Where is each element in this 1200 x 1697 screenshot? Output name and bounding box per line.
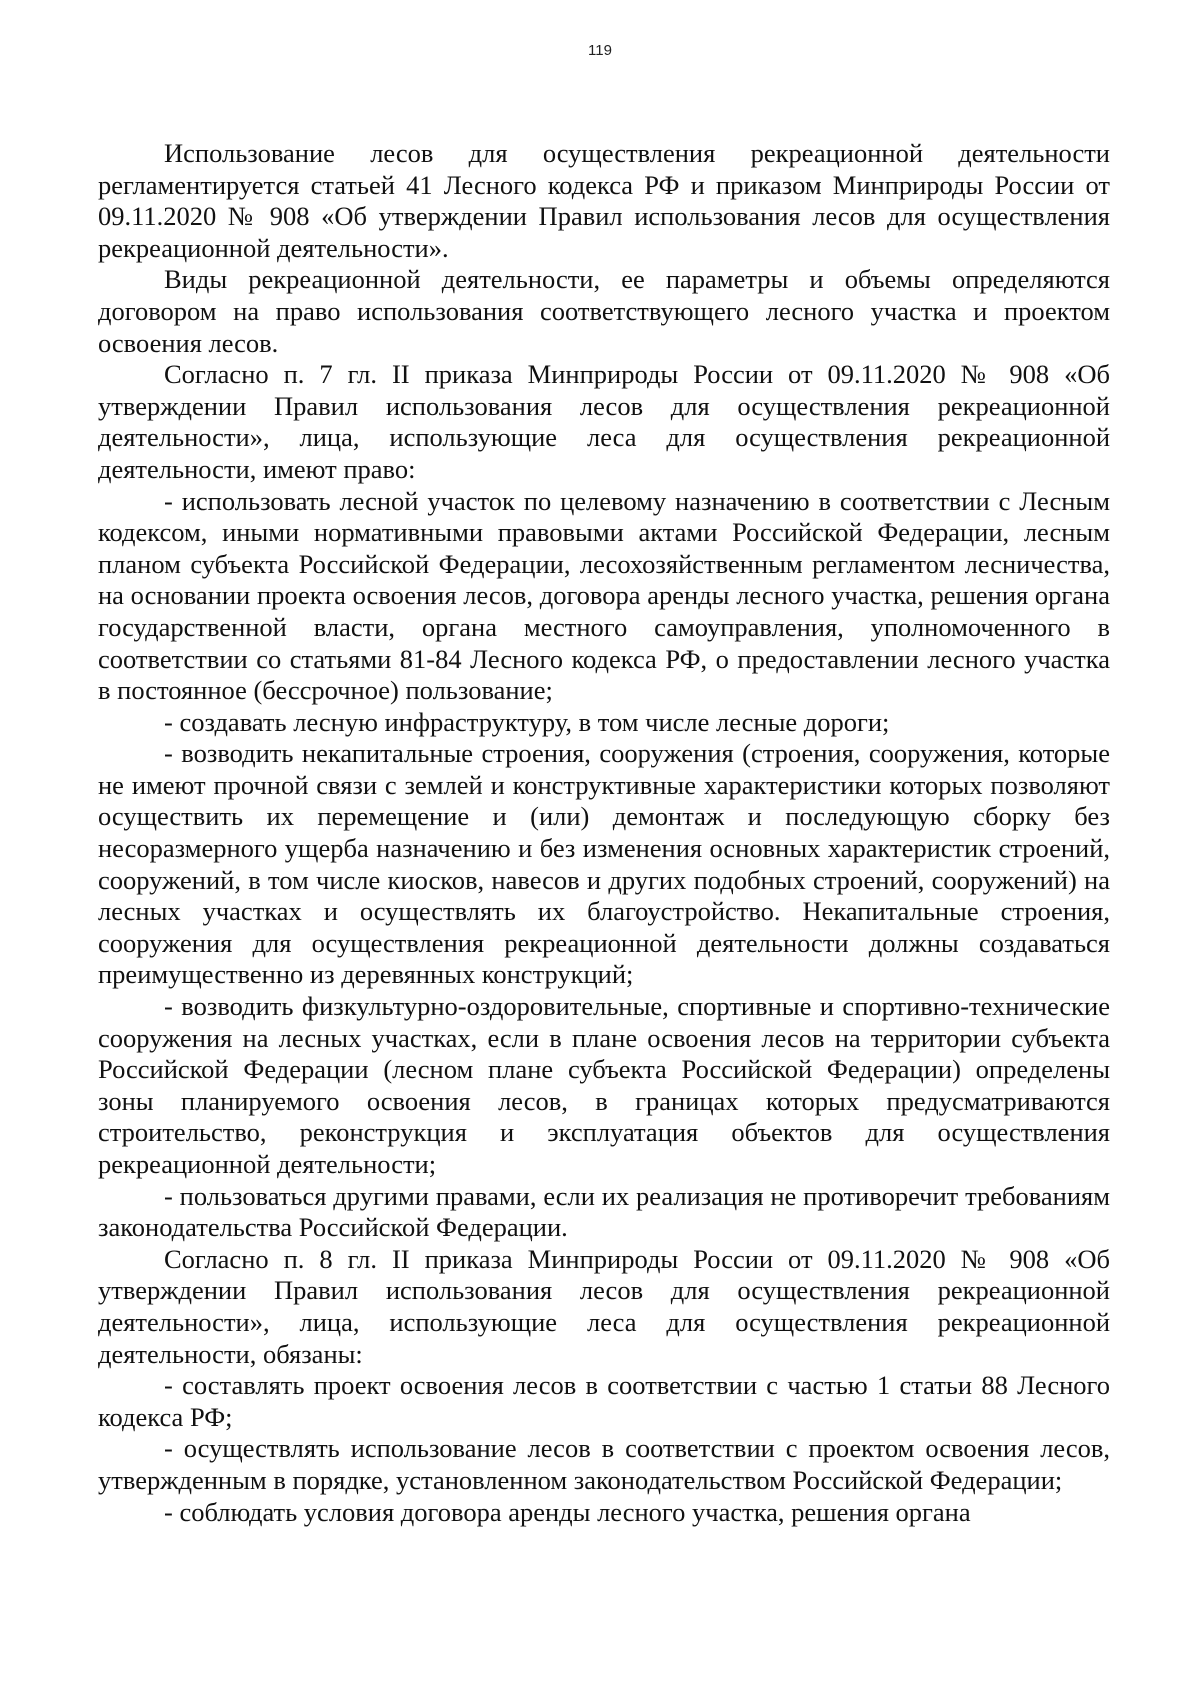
list-item: - возводить некапитальные строения, сооружения (строения, сооружения, которые не имеют прочной связи с землей и конструктивные характеристики которых позволяют осуществить их перемещение и (или) демонтаж и последующую сборку без несоразмерного ущерба назначению и без изменения основных характеристик строений, сооружений, в том числе киосков, навесов и других подобных строений, сооружений) на лесных участках и осуществлять их благоустройство. Некапитальные строения, сооружения для осуществления рекреационной деятельности должны создаваться преимущественно из деревянных конструкций; (98, 738, 1110, 990)
list-item: - соблюдать условия договора аренды лесного участка, решения органа (164, 1496, 971, 1527)
list-item: - использовать лесной участок по целевому назначению в соответствии с Лесным кодексом, иными нормативными правовыми актами Российской Федерации, лесным планом субъекта Российской Федерации, лесохозяйственным регламентом лесничества, на основании проекта освоения лесов, договора аренды лесного участка, решения органа государственной власти, органа местного самоуправления, уполномоченного в соответствии со статьями 81-84 Лесного кодекса РФ, о предоставлении лесного участка в постоянное (бессрочное) пользование; (98, 485, 1110, 706)
paragraph: Использование лесов для осуществления рекреационной деятельности регламентируется статьей 41 Лесного кодекса РФ и приказом Минприроды России от 09.11.2020 № 908 «Об утверждении Правил использования лесов для осуществления рекреационной деятельности». (98, 138, 1110, 263)
paragraph: Согласно п. 8 гл. II приказа Минприроды России от 09.11.2020 № 908 «Об утверждении Правил использования лесов для осуществления рекреационной деятельности», лица, использующие леса для осуществления рекреационной деятельности, обязаны: (98, 1243, 1110, 1369)
list-item: - пользоваться другими правами, если их реализация не противоречит требованиям законодательства Российской Федерации. (98, 1180, 1110, 1243)
document-body (98, 138, 1110, 1528)
paragraph: Согласно п. 7 гл. II приказа Минприроды России от 09.11.2020 № 908 «Об утверждении Правил использования лесов для осуществления рекреационной деятельности», лица, использующие леса для осуществления рекреационной деятельности, имеют право: (98, 359, 1110, 484)
paragraph: Виды рекреационной деятельности, ее параметры и объемы определяются договором на право использования соответствующего лесного участка и проектом освоения лесов. (98, 264, 1110, 358)
list-item: - создавать лесную инфраструктуру, в том числе лесные дороги; (164, 706, 890, 737)
list-item: - осуществлять использование лесов в соответствии с проектом освоения лесов, утвержденным в порядке, установленном законодательством Российской Федерации; (98, 1433, 1110, 1495)
list-item: - возводить физкультурно-оздоровительные, спортивные и спортивно-технические сооружения на лесных участках, если в плане освоения лесов на территории субъекта Российской Федерации (лесном плане субъекта Российской Федерации) определены зоны планируемого освоения лесов, в границах которых предусматриваются строительство, реконструкция и эксплуатация объектов для осуществления рекреационной деятельности; (98, 991, 1110, 1179)
page-number: 119 (588, 42, 612, 59)
list-item: - составлять проект освоения лесов в соответствии с частью 1 статьи 88 Лесного кодекса РФ; (98, 1370, 1110, 1432)
